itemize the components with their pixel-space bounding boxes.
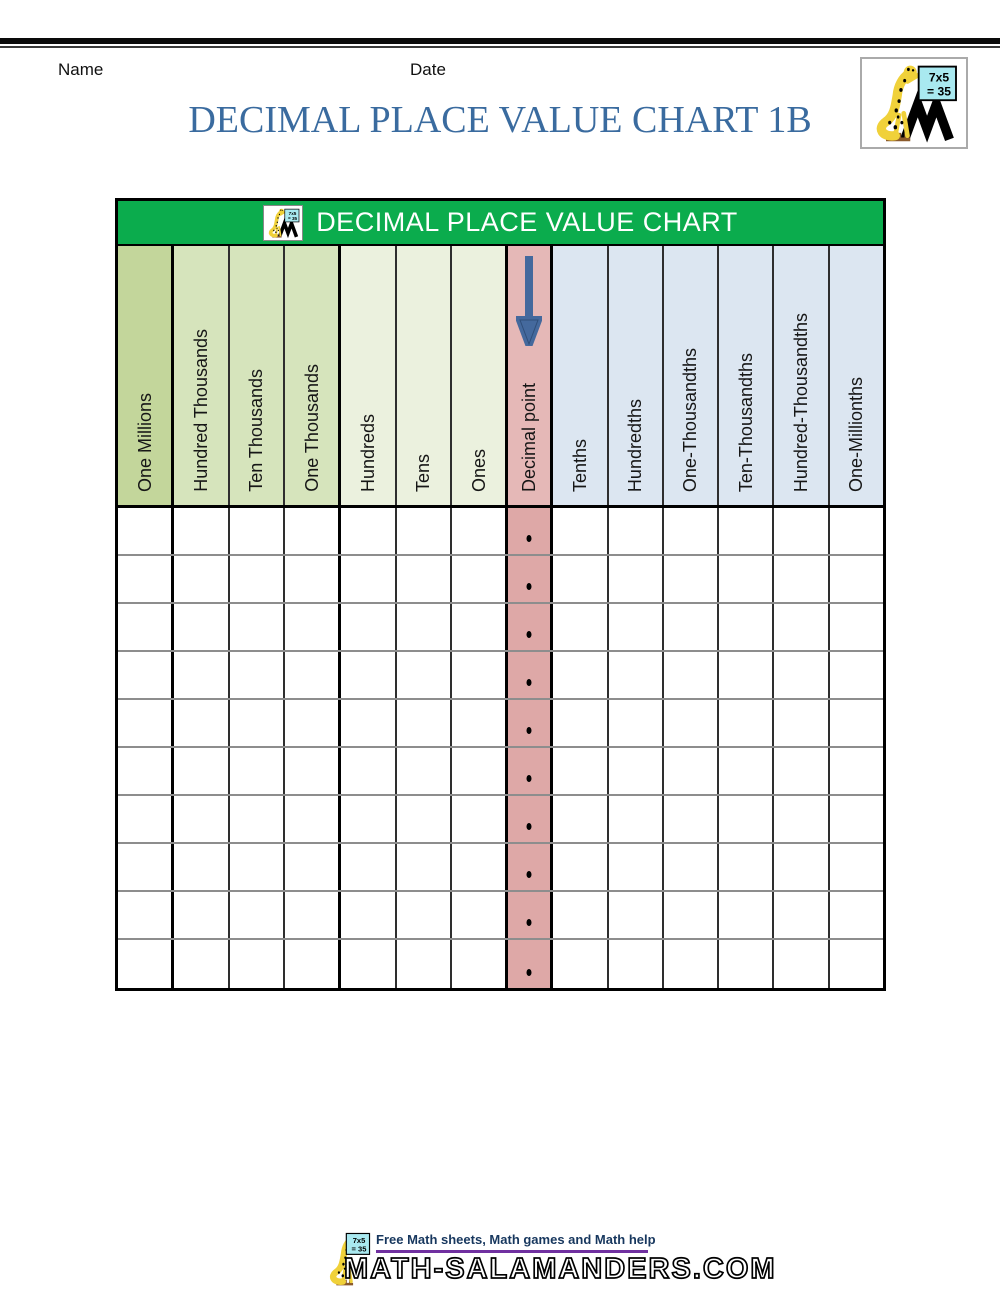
digit-cell-hundred-thousandths	[774, 844, 829, 890]
digit-cell-hundred-thousandths	[774, 940, 829, 988]
table-row	[118, 748, 883, 796]
digit-cell-ten-thousands	[230, 604, 285, 650]
digit-cell-tenths	[553, 796, 608, 842]
digit-cell-hundred-thousands	[174, 844, 229, 890]
footer-tagline: Free Math sheets, Math games and Math help	[376, 1232, 656, 1247]
digit-cell-one-millions	[118, 796, 174, 842]
digit-cell-tens	[397, 604, 452, 650]
column-label-tens: Tens	[413, 453, 434, 492]
digit-cell-hundred-thousandths	[774, 748, 829, 794]
decimal-point-dot	[527, 727, 532, 734]
digit-cell-one-millions	[118, 700, 174, 746]
digit-cell-one-thousandths	[664, 844, 719, 890]
decimal-point-cell	[508, 556, 553, 602]
digit-cell-hundred-thousands	[174, 604, 229, 650]
column-header-ten-thousands	[230, 246, 285, 505]
digit-cell-hundreds	[341, 748, 396, 794]
digit-cell-one-millionths	[830, 748, 883, 794]
digit-cell-ten-thousands	[230, 700, 285, 746]
column-header-row	[118, 246, 883, 508]
digit-cell-ten-thousandths	[719, 652, 774, 698]
table-row	[118, 700, 883, 748]
footer	[320, 1228, 777, 1290]
digit-cell-one-millions	[118, 940, 174, 988]
digit-cell-tens	[397, 652, 452, 698]
digit-cell-one-thousandths	[664, 556, 719, 602]
table-row	[118, 892, 883, 940]
decimal-point-dot	[527, 631, 532, 638]
digit-cell-tens	[397, 796, 452, 842]
column-header-tenths	[553, 246, 608, 505]
table-row	[118, 796, 883, 844]
column-label-one-thousandths: One-Thousandths	[680, 347, 701, 492]
digit-cell-tens	[397, 844, 452, 890]
digit-cell-tens	[397, 508, 452, 554]
digit-cell-hundredths	[609, 892, 664, 938]
digit-cell-tenths	[553, 892, 608, 938]
digit-cell-hundredths	[609, 940, 664, 988]
digit-cell-hundred-thousands	[174, 796, 229, 842]
digit-cell-ones	[452, 700, 508, 746]
column-header-decimal-point	[508, 246, 553, 505]
digit-cell-hundred-thousandths	[774, 652, 829, 698]
digit-cell-ten-thousands	[230, 652, 285, 698]
digit-cell-one-thousands	[285, 652, 341, 698]
table-header-bar	[118, 201, 883, 246]
table-row	[118, 508, 883, 556]
digit-cell-ones	[452, 508, 508, 554]
digit-cell-one-thousands	[285, 700, 341, 746]
decimal-point-dot	[527, 919, 532, 926]
decimal-point-cell	[508, 940, 553, 988]
digit-cell-one-millionths	[830, 844, 883, 890]
digit-cell-hundredths	[609, 604, 664, 650]
digit-cell-hundreds	[341, 508, 396, 554]
digit-cell-hundred-thousands	[174, 556, 229, 602]
digit-cell-ten-thousandths	[719, 844, 774, 890]
column-label-hundreds: Hundreds	[357, 413, 378, 492]
digit-cell-ones	[452, 604, 508, 650]
digit-cell-tens	[397, 700, 452, 746]
digit-cell-hundred-thousandths	[774, 556, 829, 602]
column-label-hundred-thousands: Hundred Thousands	[190, 329, 211, 492]
decimal-point-dot	[527, 535, 532, 542]
digit-cell-ten-thousands	[230, 892, 285, 938]
digit-cell-hundred-thousandths	[774, 604, 829, 650]
decimal-point-dot	[527, 679, 532, 686]
digit-cell-tens	[397, 556, 452, 602]
page-title: DECIMAL PLACE VALUE CHART 1B	[188, 99, 812, 141]
digit-cell-one-thousands	[285, 940, 341, 988]
digit-cell-hundredths	[609, 652, 664, 698]
digit-cell-ones	[452, 892, 508, 938]
column-label-ten-thousandths: Ten-Thousandths	[735, 352, 756, 492]
digit-cell-one-millionths	[830, 652, 883, 698]
digit-cell-ten-thousands	[230, 796, 285, 842]
column-header-tens	[397, 246, 452, 505]
table-row	[118, 652, 883, 700]
digit-cell-tenths	[553, 604, 608, 650]
digit-cell-one-millionths	[830, 604, 883, 650]
digit-cell-one-thousandths	[664, 652, 719, 698]
digit-cell-one-thousands	[285, 892, 341, 938]
digit-cell-one-thousandths	[664, 604, 719, 650]
column-header-one-thousandths	[664, 246, 719, 505]
digit-cell-one-millionths	[830, 940, 883, 988]
digit-cell-ten-thousandths	[719, 892, 774, 938]
digit-cell-hundred-thousands	[174, 748, 229, 794]
digit-cell-one-millions	[118, 844, 174, 890]
digit-cell-hundredths	[609, 508, 664, 554]
decimal-point-cell	[508, 700, 553, 746]
decimal-point-cell	[508, 892, 553, 938]
column-label-one-millionths: One-Millionths	[846, 376, 867, 492]
digit-cell-one-thousandths	[664, 508, 719, 554]
digit-cell-hundreds	[341, 844, 396, 890]
decimal-point-dot	[527, 969, 532, 976]
digit-cell-one-thousandths	[664, 748, 719, 794]
digit-cell-hundred-thousandths	[774, 796, 829, 842]
digit-cell-one-thousandths	[664, 796, 719, 842]
column-header-one-millionths	[830, 246, 883, 505]
digit-cell-hundred-thousandths	[774, 892, 829, 938]
column-header-hundreds	[341, 246, 396, 505]
digit-cell-ones	[452, 796, 508, 842]
table-row	[118, 604, 883, 652]
column-header-hundred-thousandths	[774, 246, 829, 505]
digit-cell-one-millions	[118, 604, 174, 650]
digit-cell-hundred-thousandths	[774, 700, 829, 746]
column-header-one-thousands	[285, 246, 341, 505]
digit-cell-ten-thousands	[230, 508, 285, 554]
decimal-arrow-icon	[516, 254, 542, 346]
digit-cell-tenths	[553, 844, 608, 890]
digit-cell-hundred-thousands	[174, 508, 229, 554]
digit-cell-hundred-thousands	[174, 700, 229, 746]
decimal-point-cell	[508, 844, 553, 890]
column-label-decimal-point: Decimal point	[519, 382, 540, 492]
digit-cell-one-thousandths	[664, 892, 719, 938]
digit-cell-ten-thousandths	[719, 940, 774, 988]
digit-cell-ten-thousands	[230, 748, 285, 794]
digit-cell-ten-thousands	[230, 940, 285, 988]
digit-cell-one-millionths	[830, 700, 883, 746]
digit-cell-ten-thousands	[230, 556, 285, 602]
digit-cell-one-millions	[118, 556, 174, 602]
column-label-one-thousands: One Thousands	[301, 364, 322, 492]
digit-cell-ones	[452, 652, 508, 698]
decimal-point-dot	[527, 871, 532, 878]
digit-cell-hundred-thousands	[174, 652, 229, 698]
digit-cell-one-millionths	[830, 556, 883, 602]
column-header-hundredths	[609, 246, 664, 505]
digit-cell-one-thousands	[285, 748, 341, 794]
decimal-point-cell	[508, 652, 553, 698]
table-row	[118, 556, 883, 604]
digit-cell-hundred-thousands	[174, 892, 229, 938]
column-header-hundred-thousands	[174, 246, 229, 505]
digit-cell-ten-thousandths	[719, 604, 774, 650]
digit-cell-hundredths	[609, 748, 664, 794]
digit-cell-ten-thousandths	[719, 748, 774, 794]
digit-cell-one-thousandths	[664, 940, 719, 988]
digit-cell-hundred-thousands	[174, 940, 229, 988]
digit-cell-tens	[397, 892, 452, 938]
digit-cell-ten-thousandths	[719, 796, 774, 842]
decimal-point-cell	[508, 796, 553, 842]
digit-cell-ones	[452, 556, 508, 602]
column-header-ones	[452, 246, 508, 505]
digit-cell-hundred-thousandths	[774, 508, 829, 554]
digit-cell-one-millionths	[830, 796, 883, 842]
digit-cell-hundreds	[341, 940, 396, 988]
digit-cell-ten-thousands	[230, 844, 285, 890]
digit-cell-tenths	[553, 700, 608, 746]
digit-cell-hundreds	[341, 604, 396, 650]
digit-cell-ten-thousandths	[719, 700, 774, 746]
table-row	[118, 940, 883, 988]
digit-cell-one-thousands	[285, 508, 341, 554]
digit-cell-one-millionths	[830, 892, 883, 938]
footer-site-name: MATH-SALAMANDERS.COM	[344, 1253, 777, 1285]
digit-cell-hundredths	[609, 844, 664, 890]
digit-cell-ones	[452, 748, 508, 794]
top-divider	[0, 38, 1000, 48]
decimal-point-dot	[527, 823, 532, 830]
digit-cell-one-millionths	[830, 508, 883, 554]
digit-cell-one-thousands	[285, 604, 341, 650]
column-label-tenths: Tenths	[569, 438, 590, 492]
digit-cell-hundreds	[341, 652, 396, 698]
name-label: Name	[58, 60, 104, 79]
digit-cell-tenths	[553, 508, 608, 554]
digit-cell-one-thousands	[285, 844, 341, 890]
digit-cell-one-millions	[118, 748, 174, 794]
digit-cell-hundreds	[341, 556, 396, 602]
column-label-ten-thousands: Ten Thousands	[246, 369, 267, 492]
column-label-one-millions: One Millions	[134, 392, 155, 492]
column-label-ones: Ones	[468, 448, 489, 492]
digit-cell-one-millions	[118, 508, 174, 554]
digit-cell-ones	[452, 940, 508, 988]
digit-cell-ones	[452, 844, 508, 890]
digit-cell-hundreds	[341, 892, 396, 938]
digit-cell-hundreds	[341, 700, 396, 746]
decimal-point-dot	[527, 775, 532, 782]
digit-cell-hundredths	[609, 700, 664, 746]
column-header-ten-thousandths	[719, 246, 774, 505]
mini-salamander-logo-icon	[263, 205, 303, 241]
digit-cell-one-thousands	[285, 796, 341, 842]
digit-cell-one-millions	[118, 652, 174, 698]
column-header-one-millions	[118, 246, 174, 505]
place-value-table	[115, 198, 886, 991]
digit-cell-one-thousandths	[664, 700, 719, 746]
digit-cell-tens	[397, 748, 452, 794]
digit-cell-tenths	[553, 940, 608, 988]
column-label-hundred-thousandths: Hundred-Thousandths	[791, 312, 812, 492]
table-row	[118, 844, 883, 892]
date-label: Date	[410, 60, 446, 79]
digit-cell-tenths	[553, 652, 608, 698]
decimal-point-dot	[527, 583, 532, 590]
table-title: DECIMAL PLACE VALUE CHART	[316, 207, 738, 237]
decimal-point-cell	[508, 748, 553, 794]
digit-cell-one-millions	[118, 892, 174, 938]
digit-cell-ten-thousandths	[719, 556, 774, 602]
digit-cell-hundredths	[609, 796, 664, 842]
digit-cell-tens	[397, 940, 452, 988]
digit-cell-tenths	[553, 556, 608, 602]
column-label-hundredths: Hundredths	[625, 398, 646, 492]
table-body	[118, 508, 883, 988]
digit-cell-tenths	[553, 748, 608, 794]
digit-cell-hundreds	[341, 796, 396, 842]
digit-cell-hundredths	[609, 556, 664, 602]
digit-cell-one-thousands	[285, 556, 341, 602]
digit-cell-ten-thousandths	[719, 508, 774, 554]
decimal-point-cell	[508, 604, 553, 650]
decimal-point-cell	[508, 508, 553, 554]
